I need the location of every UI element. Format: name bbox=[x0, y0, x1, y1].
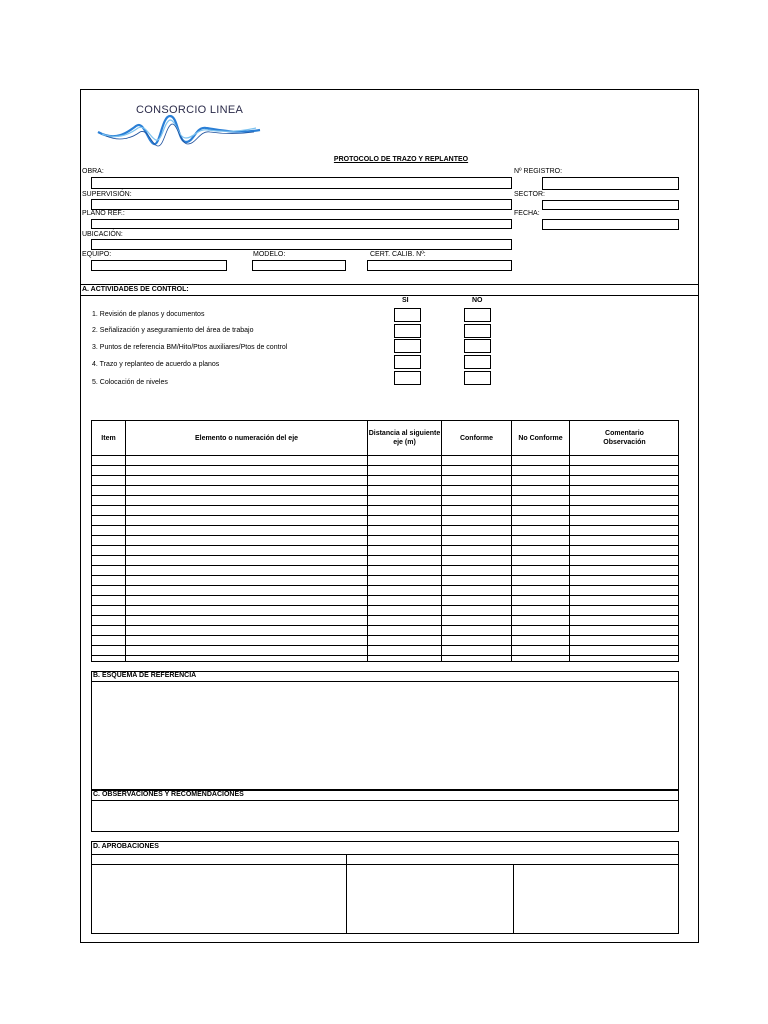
company-name: CONSORCIO LINEA bbox=[136, 104, 244, 116]
wave-logo-icon bbox=[96, 112, 264, 154]
section-b-title: B. ESQUEMA DE REFERENCIA bbox=[93, 672, 197, 679]
si-header: SI bbox=[402, 297, 409, 304]
activity-1-no-checkbox[interactable] bbox=[464, 308, 491, 322]
item-header: Item bbox=[101, 434, 116, 442]
activity-5-no-checkbox[interactable] bbox=[464, 371, 491, 385]
no-header: NO bbox=[472, 297, 483, 304]
ubicacion-label: UBICACIÓN: bbox=[82, 231, 123, 238]
conforme-header: Conforme bbox=[459, 434, 494, 442]
table-row-line bbox=[91, 615, 679, 616]
table-row-line bbox=[91, 545, 679, 546]
table-row-line bbox=[91, 555, 679, 556]
divider bbox=[513, 864, 514, 934]
activity-label: 4. Trazo y replanteo de acuerdo a planos bbox=[92, 361, 220, 368]
table-row-line bbox=[91, 465, 679, 466]
plano-ref-field[interactable] bbox=[91, 219, 512, 229]
table-row-line bbox=[91, 575, 679, 576]
activity-1-si-checkbox[interactable] bbox=[394, 308, 421, 322]
table-row-line bbox=[91, 535, 679, 536]
equipo-field[interactable] bbox=[91, 260, 227, 271]
table-row-line bbox=[91, 605, 679, 606]
sector-field[interactable] bbox=[542, 200, 679, 210]
table-row-line bbox=[91, 505, 679, 506]
activity-label: 1. Revisión de planos y documentos bbox=[92, 311, 205, 318]
activity-5-si-checkbox[interactable] bbox=[394, 371, 421, 385]
nro-registro-label: Nº REGISTRO: bbox=[514, 168, 563, 175]
ubicacion-field[interactable] bbox=[91, 239, 512, 250]
fecha-field[interactable] bbox=[542, 219, 679, 230]
equipo-label: EQUIPO: bbox=[82, 251, 112, 258]
distancia-header-line2: eje (m) bbox=[393, 439, 416, 446]
nro-registro-field[interactable] bbox=[542, 177, 679, 190]
table-row-line bbox=[91, 455, 679, 456]
divider bbox=[346, 854, 347, 934]
table-row-line bbox=[91, 565, 679, 566]
modelo-label: MODELO: bbox=[253, 251, 286, 258]
cert-calib-field[interactable] bbox=[367, 260, 512, 271]
table-row-line bbox=[91, 515, 679, 516]
activity-label: 5. Colocación de niveles bbox=[92, 379, 168, 386]
distancia-header bbox=[368, 421, 441, 455]
fecha-label: FECHA: bbox=[514, 210, 540, 217]
obra-field[interactable] bbox=[91, 177, 512, 189]
obra-label: OBRA: bbox=[82, 168, 104, 175]
table-row-line bbox=[91, 625, 679, 626]
comentario-header-line2: Observación bbox=[603, 439, 646, 446]
activity-4-si-checkbox[interactable] bbox=[394, 355, 421, 369]
comentario-header-line1: Comentario bbox=[605, 430, 644, 437]
form-title: PROTOCOLO DE TRAZO Y REPLANTEO bbox=[333, 156, 469, 163]
sector-label: SECTOR: bbox=[514, 191, 545, 198]
supervision-label: SUPERVISIÓN: bbox=[82, 191, 132, 198]
table-row-line bbox=[91, 525, 679, 526]
divider bbox=[91, 864, 679, 865]
divider bbox=[80, 284, 699, 285]
divider bbox=[91, 681, 679, 682]
table-row-line bbox=[91, 655, 679, 656]
activity-4-no-checkbox[interactable] bbox=[464, 355, 491, 369]
activity-label: 2. Señalización y aseguramiento del área de trabajo bbox=[92, 327, 254, 334]
cert-calib-label: CERT. CALIB. Nº: bbox=[370, 251, 426, 258]
activity-3-si-checkbox[interactable] bbox=[394, 339, 421, 353]
plano-ref-label: PLANO REF.: bbox=[82, 210, 125, 217]
divider bbox=[91, 854, 679, 855]
table-row-line bbox=[91, 595, 679, 596]
section-b-box bbox=[91, 671, 679, 790]
table-row-line bbox=[91, 645, 679, 646]
comentario-header bbox=[570, 421, 679, 455]
table-row-line bbox=[91, 495, 679, 496]
activity-2-no-checkbox[interactable] bbox=[464, 324, 491, 338]
activity-label: 3. Puntos de referencia BM/Hito/Ptos auxiliares/Ptos de control bbox=[92, 344, 288, 351]
activity-2-si-checkbox[interactable] bbox=[394, 324, 421, 338]
table-row-line bbox=[91, 485, 679, 486]
divider bbox=[80, 295, 699, 296]
table-row-line bbox=[91, 585, 679, 586]
elemento-header: Elemento o numeración del eje bbox=[194, 434, 299, 442]
supervision-field[interactable] bbox=[91, 199, 512, 210]
modelo-field[interactable] bbox=[252, 260, 346, 271]
distancia-header-line1: Distancia al siguiente bbox=[368, 430, 441, 437]
no-conforme-header: No Conforme bbox=[518, 434, 563, 442]
section-d-title: D. APROBACIONES bbox=[93, 843, 159, 850]
table-row-line bbox=[91, 635, 679, 636]
activity-3-no-checkbox[interactable] bbox=[464, 339, 491, 353]
section-a-title: A. ACTIVIDADES DE CONTROL: bbox=[82, 286, 189, 293]
table-row-line bbox=[91, 475, 679, 476]
section-c-title: C. OBSERVACIONES Y RECOMENDACIONES bbox=[93, 791, 244, 798]
divider bbox=[91, 800, 679, 801]
